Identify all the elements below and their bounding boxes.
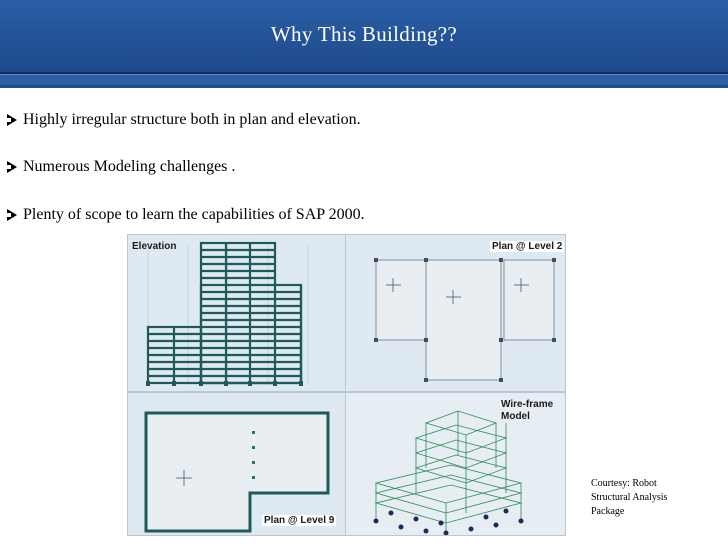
slide-title: Why This Building?? xyxy=(270,22,458,46)
bullet-text: Highly irregular structure both in plan and elevation. xyxy=(23,111,361,128)
plan-level-2-panel xyxy=(345,234,566,392)
plan-level-9-drawing xyxy=(128,393,345,535)
courtesy-line-1: Courtesy: Robot xyxy=(591,478,657,489)
header-rule xyxy=(0,74,728,85)
plan-level-2-drawing xyxy=(346,235,565,391)
wireframe-label-line1: Wire-frame xyxy=(501,399,554,410)
wireframe-drawing xyxy=(346,393,565,535)
elevation-panel xyxy=(127,234,346,392)
courtesy-line-2: Structural Analysis xyxy=(591,492,668,503)
bullet-item-1 xyxy=(7,111,361,129)
plan-level-9-panel xyxy=(127,392,346,536)
wireframe-panel xyxy=(345,392,566,536)
elevation-drawing xyxy=(128,235,345,391)
arrow-bullet-icon xyxy=(7,114,17,126)
plan-level-9-label: Plan @ Level 9 xyxy=(264,515,335,526)
bullet-text: Numerous Modeling challenges . xyxy=(23,158,236,175)
plan-level-2-label: Plan @ Level 2 xyxy=(492,241,563,252)
wireframe-label-line2: Model xyxy=(501,411,530,422)
arrow-bullet-icon xyxy=(7,161,17,173)
bullet-item-3 xyxy=(7,206,365,224)
courtesy-note xyxy=(591,477,701,519)
arrow-bullet-icon xyxy=(7,209,17,221)
bullet-text: Plenty of scope to learn the capabilities of SAP 2000. xyxy=(23,206,365,223)
courtesy-line-3: Package xyxy=(591,506,625,517)
bullet-item-2 xyxy=(7,158,235,176)
elevation-label: Elevation xyxy=(132,241,177,252)
slide-header xyxy=(0,0,728,88)
